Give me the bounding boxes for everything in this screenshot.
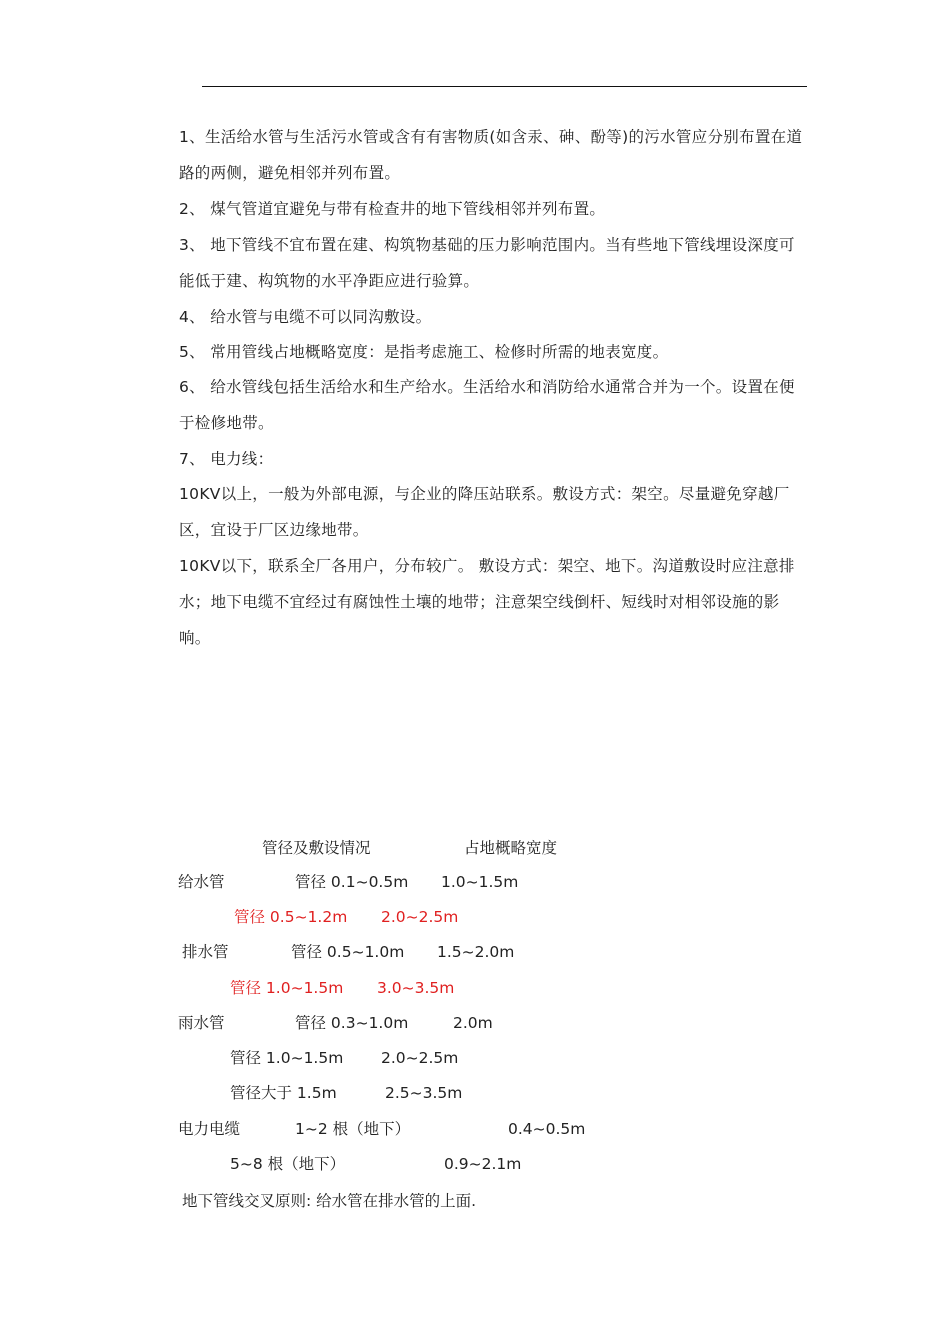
table-header-width: 占地概略宽度 (464, 839, 558, 857)
header-rule (202, 86, 807, 87)
pipe-name: 电力电缆 (178, 1120, 241, 1138)
pipe-spec: 1~2 根（地下） (295, 1120, 411, 1138)
pipe-spec: 管径 0.5~1.2m (234, 908, 348, 926)
pipe-width: 2.0m (453, 1014, 493, 1032)
paragraph-7: 7、 电力线： (179, 450, 274, 468)
pipe-name: 排水管 (182, 943, 229, 961)
crossing-principle-note: 地下管线交叉原则: 给水管在排水管的上面. (182, 1192, 477, 1210)
paragraph-1: 1、生活给水管与生活污水管或含有有害物质(如含汞、砷、酚等)的污水管应分别布置在道路的两侧，避免相邻并列布置。 (179, 128, 803, 182)
pipe-name: 雨水管 (178, 1014, 225, 1032)
pipe-width: 2.0~2.5m (381, 1049, 459, 1067)
pipe-width: 1.5~2.0m (437, 943, 515, 961)
pipe-spec: 5~8 根（地下） (230, 1155, 346, 1173)
paragraph-4: 4、 给水管与电缆不可以同沟敷设。 (179, 308, 432, 326)
pipe-width: 2.5~3.5m (385, 1084, 463, 1102)
paragraph-6: 6、 给水管线包括生活给水和生产给水。生活给水和消防给水通常合并为一个。设置在便于检修地带。 (179, 378, 795, 432)
paragraph-5: 5、 常用管线占地概略宽度：是指考虑施工、检修时所需的地表宽度。 (179, 343, 669, 361)
pipe-width: 0.9~2.1m (444, 1155, 522, 1173)
paragraph-2: 2、 煤气管道宜避免与带有检查井的地下管线相邻并列布置。 (179, 200, 606, 218)
pipe-spec: 管径 0.5~1.0m (291, 943, 405, 961)
pipe-name: 给水管 (178, 873, 225, 891)
pipe-width: 3.0~3.5m (377, 979, 455, 997)
pipe-spec: 管径 1.0~1.5m (230, 979, 344, 997)
pipe-width: 1.0~1.5m (441, 873, 519, 891)
pipe-width: 2.0~2.5m (381, 908, 459, 926)
paragraph-above-10kv: 10KV以上，一般为外部电源，与企业的降压站联系。敷设方式：架空。尽量避免穿越厂区，宜设于厂区边缘地带。 (179, 485, 790, 539)
table-header-spec: 管径及敷设情况 (262, 839, 371, 857)
pipe-spec: 管径 0.3~1.0m (295, 1014, 409, 1032)
pipe-spec: 管径大于 1.5m (230, 1084, 337, 1102)
paragraph-below-10kv: 10KV以下，联系全厂各用户，分布较广。 敷设方式：架空、地下。沟道敷设时应注意排水；地下电缆不宜经过有腐蚀性土壤的地带；注意架空线倒杆、短线时对相邻设施的影响。 (179, 557, 795, 647)
pipe-width: 0.4~0.5m (508, 1120, 586, 1138)
pipe-spec: 管径 1.0~1.5m (230, 1049, 344, 1067)
paragraph-3: 3、 地下管线不宜布置在建、构筑物基础的压力影响范围内。当有些地下管线埋设深度可能低于建、构筑物的水平净距应进行验算。 (179, 236, 795, 290)
pipe-spec: 管径 0.1~0.5m (295, 873, 409, 891)
